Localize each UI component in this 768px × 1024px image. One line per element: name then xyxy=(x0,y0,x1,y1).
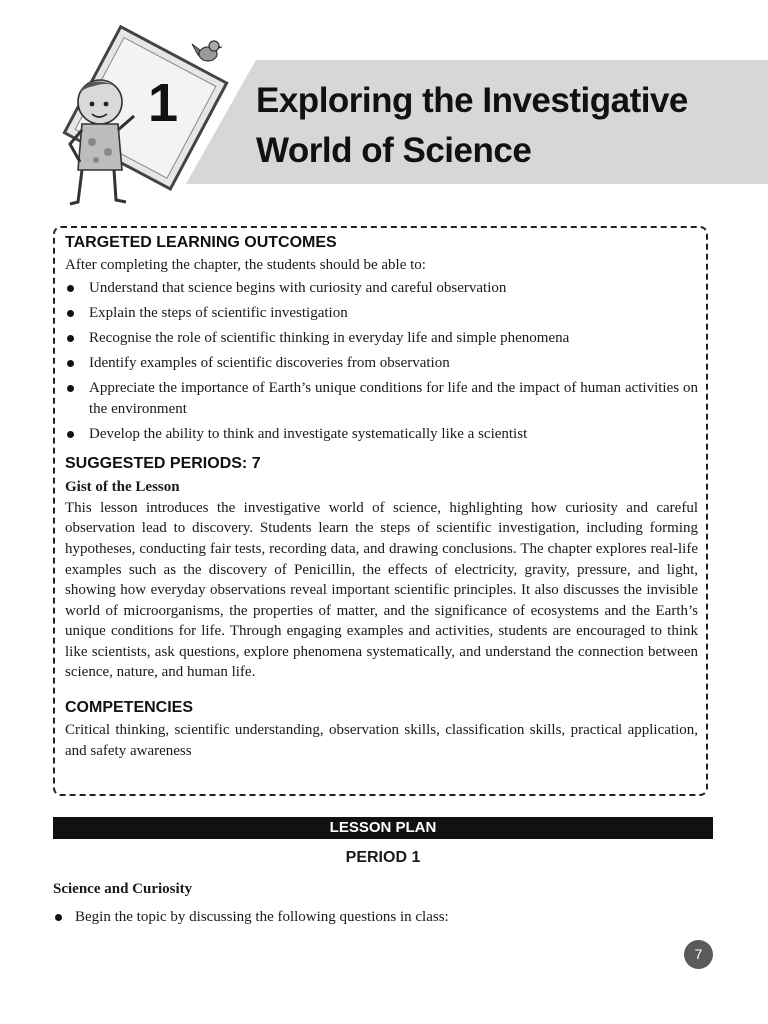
gist-text: This lesson introduces the investigative world of science, highlighting how curiosity and careful observation lead to discovery. Students learn the steps of scientific investigation, including forming hypotheses, conducting fair tests, recording data, and drawing conclusions. The chapter explores real-life examples such as the discovery of Penicillin, the effects of electricity, gravity, pressure, and light, showing how everyday observations reveal important scientific principles. It also discusses the invisible world of microorganisms, the properties of matter, and the significance of ecosystems and the Earth’s unique conditions for life. Through engaging examples and activities, students are encouraged to think like scientists, ask questions, explore phenomena systematically, and understand the connection between science, nature, and human life. xyxy=(65,499,698,681)
lesson-plan-bar: LESSON PLAN xyxy=(53,817,713,839)
periods-heading: SUGGESTED PERIODS: 7 xyxy=(65,454,261,472)
competencies-text: Critical thinking, scientific understanding, observation skills, classification skills, practical application, and safety awareness xyxy=(65,722,698,759)
outcome-item: Identify examples of scientific discoveries from observation xyxy=(65,353,698,374)
outcome-item: Appreciate the importance of Earth’s unique conditions for life and the impact of human activities on the environment xyxy=(65,378,698,419)
learning-outcomes-box xyxy=(53,226,708,796)
outcomes-intro: After completing the chapter, the students should be able to: xyxy=(65,257,426,273)
competencies-heading: COMPETENCIES xyxy=(65,699,194,717)
outcome-item: Recognise the role of scientific thinking in everyday life and simple phenomena xyxy=(65,328,698,349)
topic-bullet-item: Begin the topic by discussing the following questions in class: xyxy=(53,907,713,927)
outcome-item: Understand that science begins with curiosity and careful observation xyxy=(65,278,698,299)
topic-heading: Science and Curiosity xyxy=(53,881,193,897)
page-number-badge: 7 xyxy=(684,940,713,969)
outcome-item: Develop the ability to think and investigate systematically like a scientist xyxy=(65,424,698,445)
gist-heading: Gist of the Lesson xyxy=(65,478,180,495)
child-holding-magnifier-illustration xyxy=(30,24,230,210)
chapter-number: 1 xyxy=(148,73,179,133)
topic-bullets xyxy=(53,907,713,927)
chapter-title-line2: World of Science xyxy=(256,131,532,170)
bird-icon xyxy=(192,41,223,61)
outcomes-list xyxy=(65,278,698,445)
outcomes-heading: TARGETED LEARNING OUTCOMES xyxy=(65,234,337,251)
outcome-item: Explain the steps of scientific investigation xyxy=(65,303,698,324)
period-heading: PERIOD 1 xyxy=(345,849,421,866)
chapter-title-line1: Exploring the Investigative xyxy=(256,81,688,120)
chapter-title xyxy=(256,76,756,176)
